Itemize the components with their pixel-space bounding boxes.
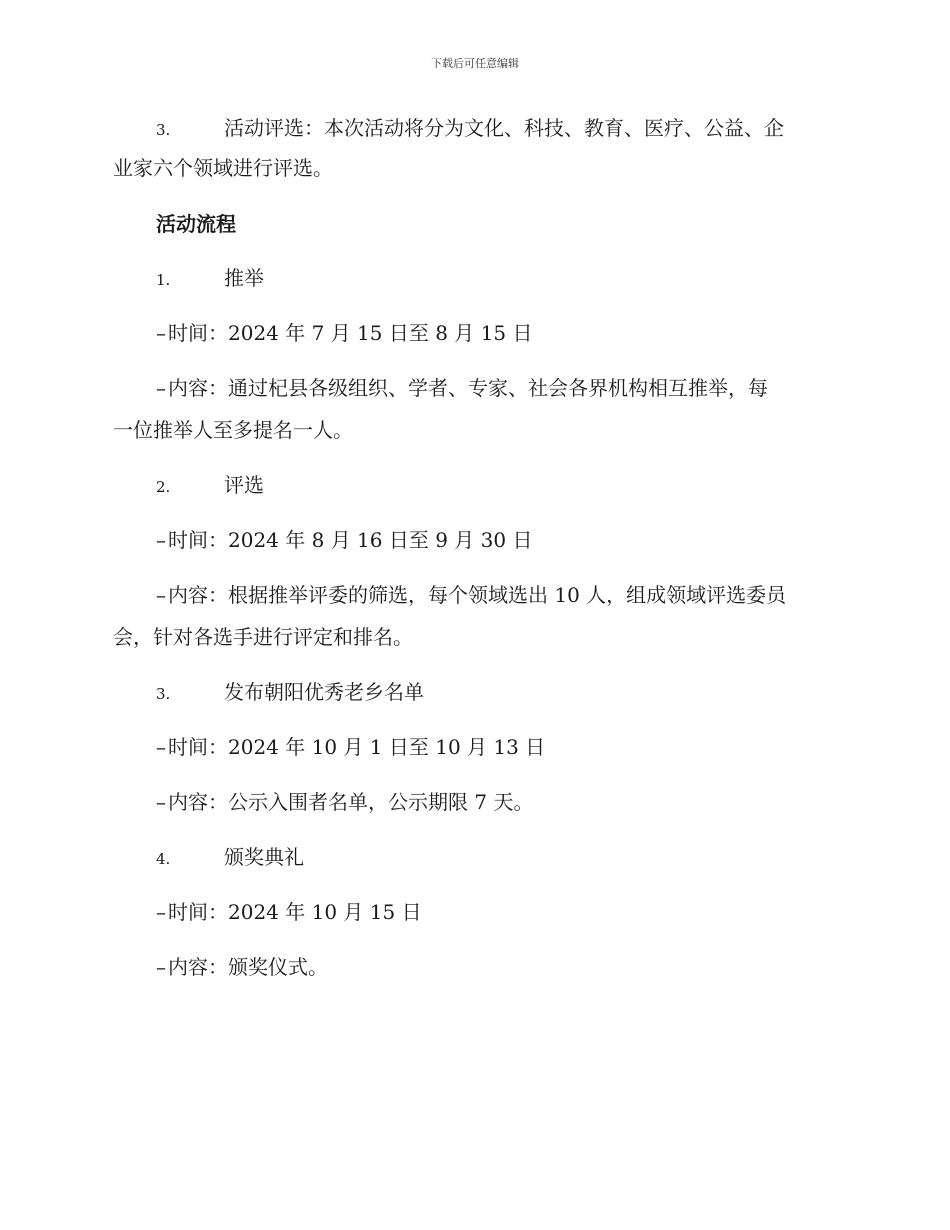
dash-marker: – (156, 376, 166, 400)
step-content-line1 (156, 575, 786, 615)
section-heading: 活动流程 (156, 212, 236, 236)
eval-item-line1 (156, 108, 784, 148)
dash-marker: – (156, 735, 166, 759)
step-title: 发布朝阳优秀老乡名单 (224, 680, 424, 704)
step-content-line1 (156, 782, 533, 822)
step-time (156, 520, 532, 560)
step-time-text: 时间：2024 年 10 月 1 日至 10 月 13 日 (168, 735, 546, 759)
dash-marker: – (156, 583, 166, 607)
dash-marker: – (156, 528, 166, 552)
header-note: 下载后可任意编辑 (431, 57, 519, 70)
eval-item-line2: 业家六个领域进行评选。 (113, 156, 333, 180)
step-title-row (156, 465, 264, 505)
step-title-row (156, 672, 424, 712)
dash-marker: – (156, 321, 166, 345)
step-time (156, 313, 532, 353)
step-title: 评选 (224, 473, 264, 497)
step-title: 推举 (224, 266, 264, 290)
list-number: 2. (156, 478, 171, 496)
step-content-text: 内容：颁奖仪式。 (168, 955, 328, 979)
step-title-row (156, 837, 304, 877)
step-content-line1 (156, 368, 768, 408)
paragraph-text: 活动评选：本次活动将分为文化、科技、教育、医疗、公益、企 (224, 116, 784, 140)
list-number: 3. (156, 685, 171, 703)
step-title: 颁奖典礼 (224, 845, 304, 869)
step-content-line2: 一位推举人至多提名一人。 (113, 418, 353, 442)
step-time-text: 时间：2024 年 8 月 16 日至 9 月 30 日 (168, 528, 533, 552)
step-time-text: 时间：2024 年 10 月 15 日 (168, 900, 422, 924)
dash-marker: – (156, 955, 166, 979)
step-content-text: 内容：通过杞县各级组织、学者、专家、社会各界机构相互推举，每 (168, 376, 768, 400)
step-content-text: 内容：公示入围者名单，公示期限 7 天。 (168, 790, 534, 814)
step-time (156, 727, 545, 767)
dash-marker: – (156, 900, 166, 924)
list-number: 1. (156, 271, 171, 289)
step-title-row (156, 258, 264, 298)
dash-marker: – (156, 790, 166, 814)
step-content-line2: 会，针对各选手进行评定和排名。 (113, 625, 413, 649)
list-number: 3. (156, 121, 171, 139)
step-content-text: 内容：根据推举评委的筛选，每个领域选出 10 人，组成领域评选委员 (168, 583, 787, 607)
step-time-text: 时间：2024 年 7 月 15 日至 8 月 15 日 (168, 321, 533, 345)
list-number: 4. (156, 850, 171, 868)
step-time (156, 892, 422, 932)
step-content-line1 (156, 947, 328, 987)
